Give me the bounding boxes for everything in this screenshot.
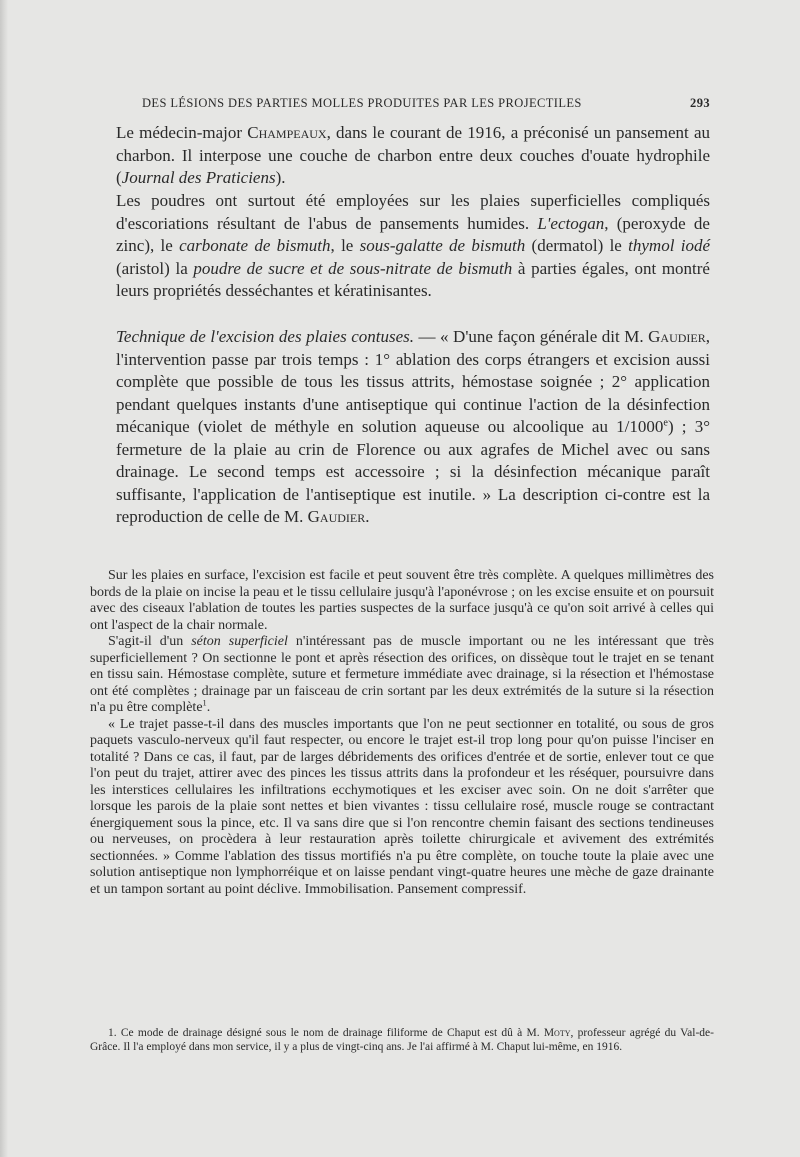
section-heading: Technique de l'excision des plaies contuses. (116, 327, 414, 346)
quote-paragraph-surface: Sur les plaies en surface, l'excision est facile et peut souvent être très complète. A quelques millimètres des bords de la plaie on incise la peau et le tissu cellulaire jusqu'à l'aponévrose ; on les excise ensuite et on poursuit avec des ciseaux l'ablation de toutes les parties suspectes de la surface jusqu'à ce qu'on soit arrivé à celles qui ont l'aspect de la chair normale. (90, 568, 714, 633)
paragraph-poudres (116, 190, 710, 303)
term-carbonate: carbonate de bismuth (179, 236, 331, 255)
text: , (peroxyde de zinc), le (116, 213, 710, 255)
text: (dermatol) le (525, 236, 629, 255)
footnote (90, 1026, 714, 1054)
text: ). (275, 168, 286, 187)
text: 1. Ce mode de drainage désigné sous le nom de drainage filiforme de Chaput est dû à M. (108, 1027, 544, 1039)
running-title: DES LÉSIONS DES PARTIES MOLLES PRODUITES PAR LES PROJECTILES (142, 96, 582, 110)
paragraph-technique (116, 326, 710, 529)
text: ) ; 3° fermeture de la plaie au crin de Florence ou aux agrafes de Michel avec ou sans drainage. Le second temps est accessoire ; si la désinfection mécanique paraît suffisante, l'application de l'antiseptique est inutile. » La description ci-contre est la reproduction de celle de M. (116, 417, 711, 526)
page-number: 293 (690, 96, 710, 110)
term-ectogan: L'ectogan (537, 213, 605, 233)
text: (aristol) la (116, 258, 194, 278)
quote-paragraph-trajet: « Le trajet passe-t-il dans des muscles importants que l'on ne peut sectionner en totalité, ou sous de gros paquets vasculo-nerveux qu'il faut respecter, ou encore le trajet est-il trop long pour qu'on puisse l'inciser en totalité ? Dans ce cas, il faut, par de larges débridements des orifices d'entrée et de sortie, enlever tout ce que l'on peut du trajet, attirer avec des pinces les tissus attrits dans la profondeur et les réséquer, poursuivre dans les interstices cellulaires les infiltrations ecchymotiques et les exciser avec soin. On ne doit s'arrêter que lorsque les parois de la plaie sont nettes et bien vivantes : tissu cellulaire rosé, muscle rouge se contractant énergiquement sous la pince, etc. Il va sans dire que si l'on rencontre chemin faisant des sections tendineuses ou nerveuses, on procèdera à leur restauration après toilette chirurgicale et avivement des extrémités sectionnées. » Comme l'ablation des tissus mortifiés n'a pu être complète, on touche toute la plaie avec une solution antiseptique non lymphorréique et on laisse pendant vingt-quatre heures une mèche de gaze drainante et un tampon sortant au point déclive. Immobilisation. Pansement compressif. (90, 716, 714, 897)
footnote-marker: 1 (202, 698, 207, 708)
text: n'intéressant pas de muscle important ou ne les intéressant que très superficiellement ? On sectionne le pont et après résection des orifices, on dissèque tout le trajet en se tenant en tissu sain. Hémostase complète, suture et fermeture immédiate avec drainage, si la résection et l'hémostase ont été complètes ; drainage par un faisceau de crin sortant par les deux extrémités de la suture si la résection n'a pu être complète (90, 634, 714, 715)
text: , professeur agrégé du Val-de-Grâce. Il l'a employé dans mon service, il y a plus de vingt-cinq ans. Je l'ai affirmé à M. Chaput lui-même, en 1916. (90, 1027, 714, 1053)
text: , l'intervention passe par trois temps : 1° ablation des corps étrangers et excision aussi complète que possible de tous les tissus attrits, hémostase soignée ; 2° application pendant quelques instants d'une antiseptique qui continue l'action de la désinfection mécanique (violet de méthyle en solution aqueuse ou alcoolique au 1/1000 (116, 327, 710, 436)
text: S'agit-il d'un (108, 634, 192, 649)
quote-paragraph-seton (90, 634, 714, 717)
paragraph-champeaux (116, 122, 710, 190)
term-sous-galatte: sous-galatte de bismuth (359, 236, 526, 255)
text: Le médecin-major (116, 123, 248, 142)
text: , le (330, 236, 360, 255)
author-name: Moty (543, 1027, 571, 1039)
term-seton: séton superficiel (191, 634, 288, 649)
author-name: Gaudier (307, 507, 366, 526)
term-poudre: poudre de sucre et de sous-nitrate de bismuth (193, 258, 513, 278)
text: Les poudres ont surtout été employées sur les plaies superficielles compliqués d'escoriations résultant de l'abus de pansements humides. (116, 191, 710, 233)
text: , dans le courant de 1916, a préconisé un pansement au charbon. Il interpose une couche de charbon entre deux couches d'ouate hydrophile ( (116, 123, 710, 187)
text: à parties égales, ont montré leurs propriétés desséchantes et kératinisantes. (116, 258, 710, 300)
term-thymol: thymol iodé (628, 236, 710, 255)
author-name: Gaudier (648, 327, 706, 346)
superscript: e (663, 417, 668, 429)
text: — « D'une façon générale dit M. (414, 327, 649, 346)
quote-block (90, 568, 714, 898)
text: . (206, 700, 211, 715)
journal-title: Journal des Praticiens (121, 168, 276, 187)
text: . (365, 507, 370, 526)
author-name: Champeaux (247, 123, 327, 142)
